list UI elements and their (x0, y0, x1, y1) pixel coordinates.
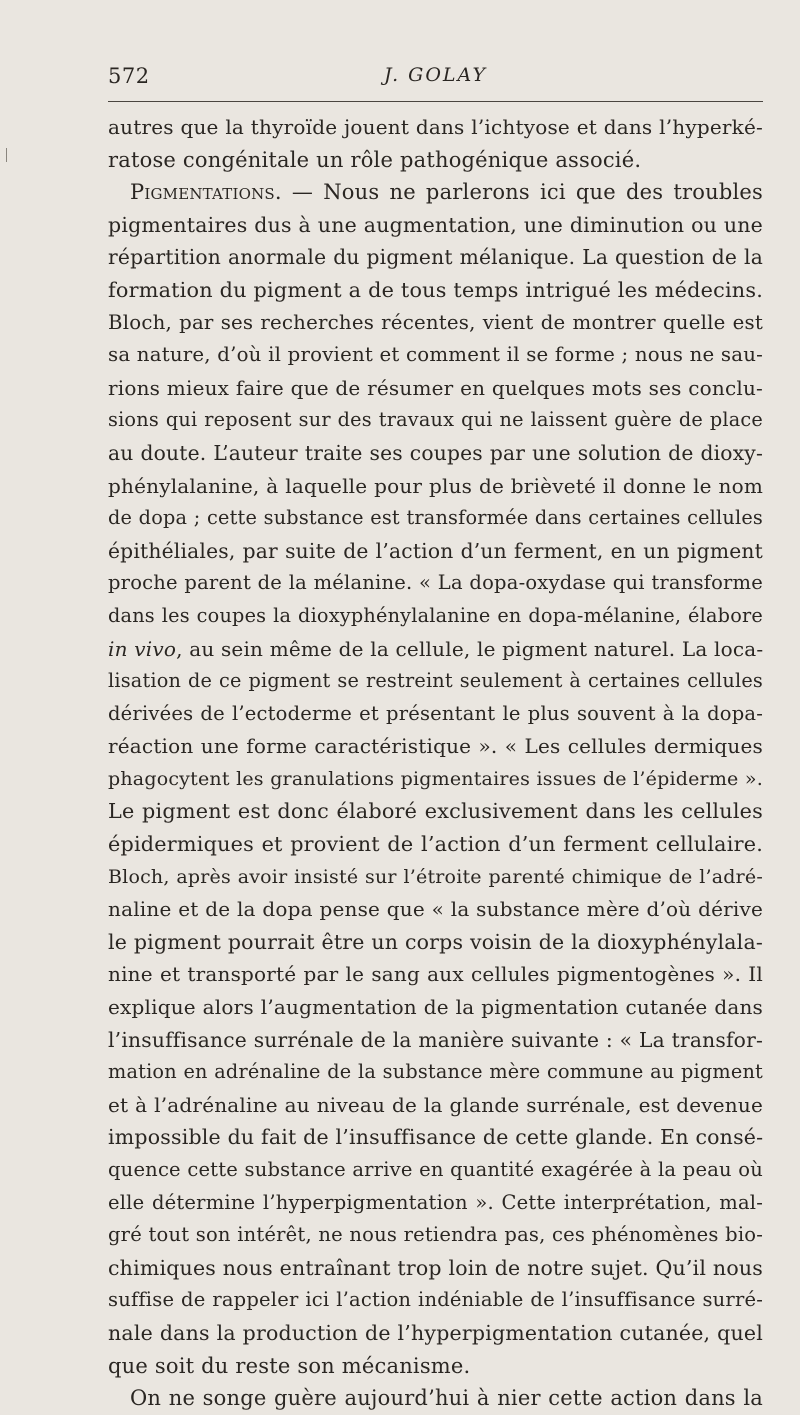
text-line: sions qui reposent sur des travaux qui ne laissent guère de place (108, 408, 763, 432)
text-line: et à l’adrénaline au niveau de la glande surrénale, est devenue (108, 1092, 763, 1117)
text-line: explique alors l’augmentation de la pigmentation cutanée dans (108, 995, 763, 1020)
text-line: nale dans la production de l’hyperpigmentation cutanée, quel (108, 1320, 763, 1345)
text-line: rions mieux faire que de résumer en quelques mots ses conclu- (108, 375, 763, 400)
text-fragment: — Nous ne parlerons ici que des troubles (291, 180, 763, 205)
text-line: elle détermine l’hyperpigmentation ». Cette interprétation, mal- (108, 1190, 763, 1214)
text-line: quence cette substance arrive en quantité exagérée à la peau où (108, 1158, 763, 1181)
text-line: Bloch, après avoir insisté sur l’étroite parenté chimique de l’adré- (108, 865, 763, 888)
text-line (108, 176, 763, 209)
text-line: réaction une forme caractéristique ». « Les cellules dermiques (108, 734, 763, 759)
text-line: impossible du fait de l’insuffisance de cette glande. En consé- (108, 1125, 764, 1150)
text-fragment: , au sein même de la cellule, le pigment naturel. La loca- (176, 636, 764, 661)
text-line: ratose congénitale un rôle pathogénique associé. (108, 147, 642, 172)
page-number: 572 (108, 64, 150, 88)
text-line: répartition anormale du pigment mélanique. La question de la (108, 245, 763, 270)
text-line: proche parent de la mélanine. « La dopa-oxydase qui transforme (108, 571, 763, 595)
text-line: de dopa ; cette substance est transformée dans certaines cellules (108, 506, 763, 530)
text-line: au doute. L’auteur traite ses coupes par une solution de dioxy- (108, 440, 763, 465)
text-line: dérivées de l’ectoderme et présentant le plus souvent à la dopa- (108, 701, 763, 725)
text-line: phénylalanine, à laquelle pour plus de brièveté il donne le nom (108, 473, 763, 498)
text-line: pigmentaires dus à une augmentation, une diminution ou une (108, 212, 763, 237)
text-line: naline et de la dopa pense que « la substance mère d’où dérive (108, 897, 763, 922)
text-line: suffise de rappeler ici l’action indéniable de l’insuffisance surré- (108, 1288, 763, 1312)
text-line: autres que la thyroïde jouent dans l’ichtyose et dans l’hyperké- (108, 115, 763, 139)
text-line: le pigment pourrait être un corps voisin de la dioxyphénylala- (108, 929, 763, 954)
text-line: que soit du reste son mécanisme. (108, 1353, 471, 1378)
page-header (108, 64, 763, 98)
header-rule (108, 101, 763, 102)
text-line: l’insuffisance surrénale de la manière suivante : « La transfor- (108, 1027, 763, 1052)
text-line: épidermiques et provient de l’action d’un ferment cellulaire. (108, 832, 763, 857)
text-line: Le pigment est donc élaboré exclusivement dans les cellules (108, 799, 763, 824)
body-text (108, 111, 763, 1415)
section-heading: Pigmentations. (130, 180, 282, 205)
text-line: épithéliales, par suite de l’action d’un ferment, en un pigment (108, 538, 763, 563)
text-line: lisation de ce pigment se restreint seulement à certaines cellules (108, 669, 763, 693)
text-line: nine et transporté par le sang aux cellules pigmentogènes ». Il (108, 962, 763, 987)
text-line: Bloch, par ses recherches récentes, vient de montrer quelle est (108, 310, 763, 334)
text-line (108, 633, 763, 666)
text-line: mation en adrénaline de la substance mère commune au pigment (108, 1060, 763, 1084)
italic-phrase: in vivo (108, 636, 177, 661)
text-line: sa nature, d’où il provient et comment il se forme ; nous ne sau- (108, 343, 763, 367)
text-line: phagocytent les granulations pigmentaires issues de l’épiderme ». (108, 767, 763, 790)
text-line: dans les coupes la dioxyphénylalanine en dopa-mélanine, élabore (108, 603, 763, 627)
margin-mark (6, 148, 7, 162)
text-line: formation du pigment a de tous temps intrigué les médecins. (108, 277, 763, 302)
text-line: On ne songe guère aujourd’hui à nier cette action dans la (130, 1386, 763, 1411)
running-head: J. GOLAY (383, 64, 488, 86)
text-line: gré tout son intérêt, ne nous retiendra pas, ces phénomènes bio- (108, 1223, 763, 1247)
text-line: chimiques nous entraînant trop loin de notre sujet. Qu’il nous (108, 1255, 763, 1280)
